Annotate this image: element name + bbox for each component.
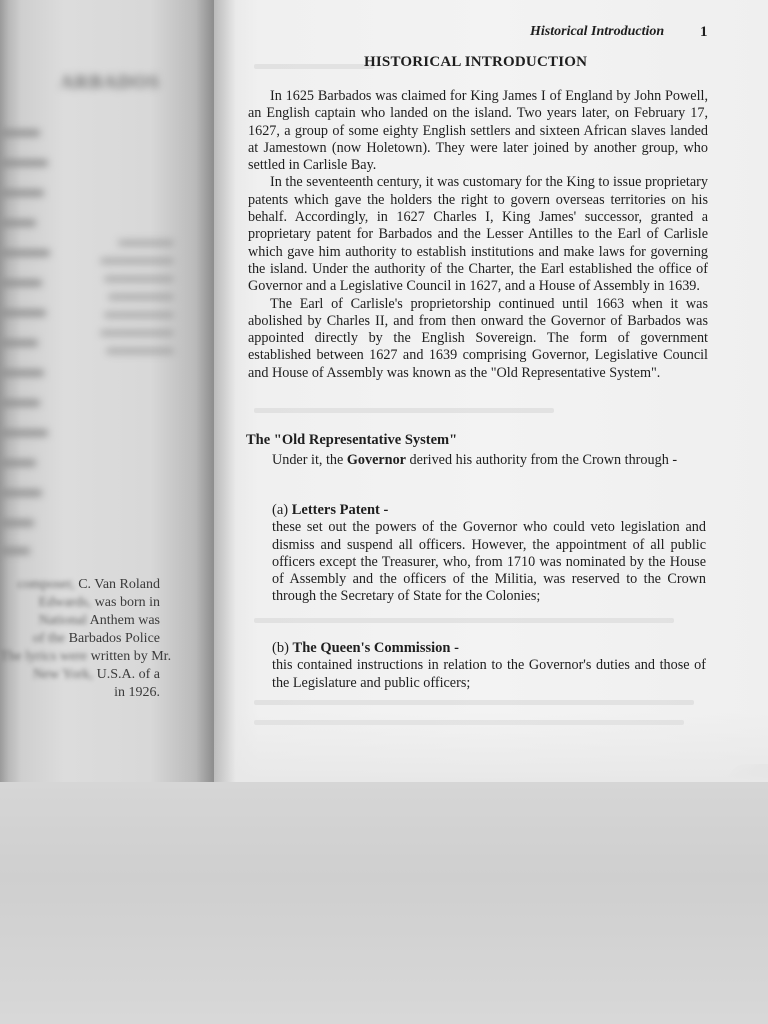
blurred-text-line — [108, 294, 174, 300]
table-surface — [0, 780, 768, 1024]
blurred-text-line — [0, 430, 48, 436]
caption-line: in 1926. — [114, 685, 160, 700]
blurred-text-line — [118, 240, 174, 246]
caption-line: Edwards, was born in — [38, 595, 160, 610]
blurred-text-line — [0, 400, 40, 406]
blurred-text-line — [0, 460, 36, 466]
caption-line: composer, C. Van Roland — [17, 577, 160, 592]
blurred-text-line — [100, 330, 174, 336]
caption-line: The lyrics were written by Mr. — [0, 649, 172, 664]
page-curl — [728, 764, 768, 782]
intro-text — [248, 88, 708, 382]
caption-line: National Anthem was — [38, 613, 160, 628]
paragraph: In the seventeenth century, it was customary for the King to issue proprietary patents which gave the holders the right to govern overseas territories on his behalf. Accordingly, in 1627 Charles I, King James' successor, granted a proprietary patent for Barbados and the Lesser Antilles to the Earl of Carlisle which gave him authority to establish institutions and make laws for governing the island. Under the authority of the Charter, the Earl established the office of Governor and a Legislative Council in 1627, and a House of Assembly in 1639. — [248, 174, 708, 295]
paragraph: Under it, the Governor derived his authority from the Crown through - — [272, 452, 678, 468]
list-item-heading: (b) The Queen's Commission - — [272, 640, 459, 656]
blurred-text-line — [0, 310, 46, 316]
right-page — [214, 0, 768, 782]
left-page — [0, 0, 214, 782]
blurred-text-line — [0, 130, 40, 136]
blurred-text-line — [0, 250, 50, 256]
page-title: HISTORICAL INTRODUCTION — [364, 54, 588, 70]
blurred-text-line — [0, 190, 44, 196]
caption-line: of the Barbados Police — [32, 631, 160, 646]
blurred-text-line — [100, 258, 174, 264]
bleed-through-line — [254, 700, 694, 705]
left-page-heading: ARBADOS — [60, 72, 160, 93]
caption-line: New York, U.S.A. of a — [32, 667, 160, 682]
list-item-body: this contained instructions in relation to the Governor's duties and those of the Legislature and public officers; — [272, 657, 706, 691]
blurred-text-line — [0, 370, 44, 376]
paragraph: In 1625 Barbados was claimed for King James I of England by John Powell, an English captain who landed on the island. Two years later, on February 17, 1627, a group of some eighty English settlers and sixteen African slaves landed at Jamestown (now Holetown). They were later joined by another group, who settled in Carlisle Bay. — [248, 88, 708, 174]
blurred-text-line — [0, 280, 42, 286]
blurred-text-line — [0, 490, 42, 496]
blurred-text-line — [0, 340, 38, 346]
blurred-text-line — [0, 548, 30, 554]
bleed-through-line — [254, 618, 674, 623]
blurred-text-line — [106, 348, 174, 354]
section-subheading: The "Old Representative System" — [246, 432, 458, 448]
running-head: Historical Introduction — [530, 24, 665, 39]
bleed-through-line — [254, 408, 554, 413]
blurred-text-line — [104, 312, 174, 318]
blurred-text-line — [104, 276, 174, 282]
list-item — [272, 502, 706, 606]
list-item — [272, 640, 706, 692]
list-item-body: these set out the powers of the Governor who could veto legislation and dismiss and suspend all officers. However, the appointment of all public officers except the Treasurer, who, from 1710 was nominated by the House of Assembly and the officers of the Militia, was reserved to the Crown through the Secretary of State for the Colonies; — [272, 519, 706, 605]
list-item-heading: (a) Letters Patent - — [272, 502, 389, 518]
book-gutter — [196, 0, 236, 782]
bleed-through-line — [254, 64, 374, 69]
blurred-text-line — [0, 220, 36, 226]
blurred-text-line — [0, 160, 48, 166]
blurred-text-line — [0, 520, 34, 526]
page-number: 1 — [700, 24, 708, 40]
paragraph: The Earl of Carlisle's proprietorship continued until 1663 when it was abolished by Charles II, and from then onward the Governor of Barbados was appointed directly by the English Sovereign. The form of government established between 1627 and 1639 comprising Governor, Legislative Council and House of Assembly was known as the "Old Representative System". — [248, 295, 708, 381]
left-page-caption — [0, 576, 172, 702]
bleed-through-line — [254, 720, 684, 725]
